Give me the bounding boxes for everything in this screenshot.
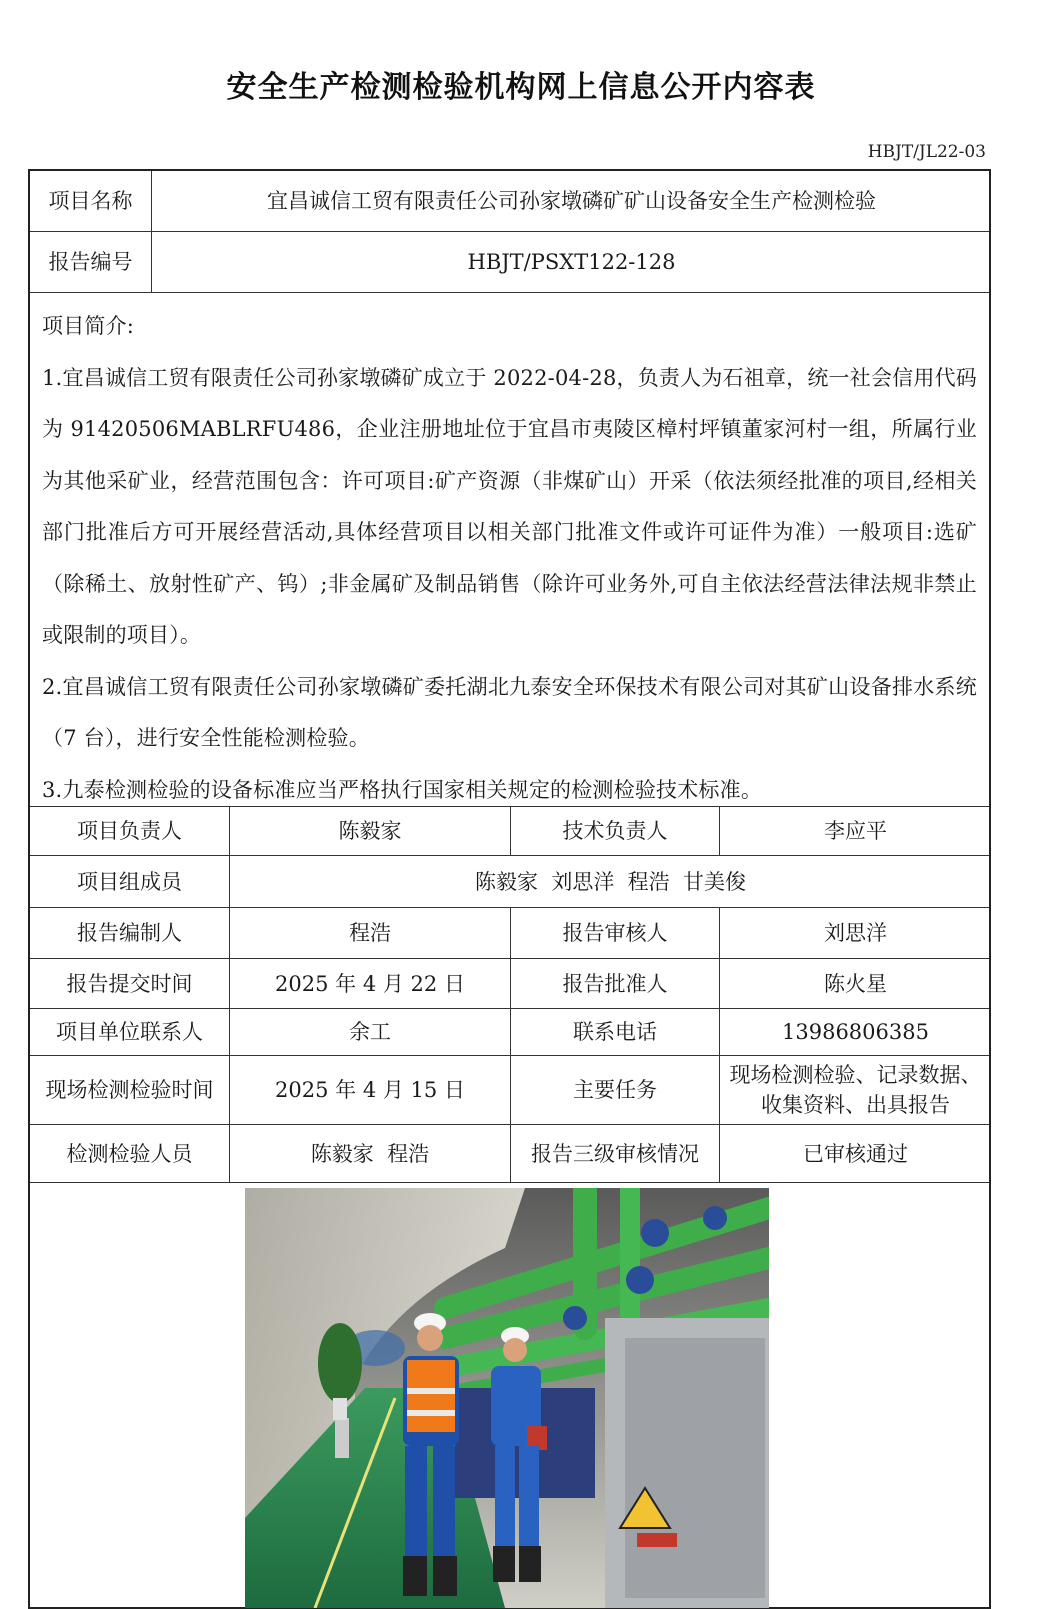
inspectors-value: 陈毅家 程浩	[230, 1125, 511, 1182]
reviewer-label: 报告审核人	[511, 908, 720, 958]
site-time-value: 2025 年 4 月 15 日	[230, 1056, 511, 1124]
contact-label: 项目单位联系人	[30, 1009, 230, 1055]
tech-lead-label: 技术负责人	[511, 807, 720, 855]
task-label: 主要任务	[511, 1056, 720, 1124]
review-label: 报告三级审核情况	[511, 1125, 720, 1182]
project-name-value: 宜昌诚信工贸有限责任公司孙家墩磷矿矿山设备安全生产检测检验	[267, 189, 876, 213]
info-table	[28, 169, 991, 1609]
tech-lead-value: 李应平	[824, 819, 887, 843]
submit-row	[30, 959, 989, 1009]
project-name-row	[30, 171, 989, 232]
phone-value: 13986806385	[782, 1020, 929, 1044]
site-photo-illustration	[245, 1188, 769, 1608]
site-photo	[245, 1188, 769, 1608]
author-label: 报告编制人	[30, 908, 230, 958]
inspectors-label: 检测检验人员	[30, 1125, 230, 1182]
report-number-value: HBJT/PSXT122-128	[467, 250, 676, 274]
project-lead-value: 陈毅家	[230, 807, 511, 855]
site-time-row	[30, 1056, 989, 1125]
project-name-label: 项目名称	[30, 171, 152, 231]
intro-paragraph-2: 2.宜昌诚信工贸有限责任公司孙家墩磷矿委托湖北九泰安全环保技术有限公司对其矿山设备排水系统（7 台），进行安全性能检测检验。	[42, 674, 977, 750]
project-lead-label: 项目负责人	[30, 807, 230, 855]
contact-value: 余工	[230, 1009, 511, 1055]
submit-time-label: 报告提交时间	[30, 959, 230, 1008]
site-time-label: 现场检测检验时间	[30, 1056, 230, 1124]
intro-paragraph-1: 1.宜昌诚信工贸有限责任公司孙家墩磷矿成立于 2022-04-28，负责人为石祖章，统一社会信用代码为 91420506MABLRFU486，企业注册地址位于宜昌市夷陵区樟村坪镇董家河村一组，所属行业为其他采矿业，经营范围包含：许可项目:矿产资源（非煤矿山）开采（依法须经批准的项目,经相关部门批准后方可开展经营活动,具体经营项目以相关部门批准文件或许可证件为准）一般项目:选矿（除稀土、放射性矿产、钨）;非金属矿及制品销售（除许可业务外,可自主依法经营法律法规非禁止或限制的项目）。	[42, 365, 977, 647]
project-intro	[30, 293, 989, 807]
page-title: 安全生产检测检验机构网上信息公开内容表	[226, 70, 816, 105]
intro-paragraph-3: 3.九泰检测检验的设备标准应当严格执行国家相关规定的检测检验技术标准。	[42, 777, 763, 802]
author-row	[30, 908, 989, 959]
document-number: HBJT/JL22-03	[867, 142, 986, 162]
author-value: 程浩	[230, 908, 511, 958]
inspectors-row	[30, 1125, 989, 1183]
members-value: 陈毅家 刘思洋 程浩 甘美俊	[474, 869, 747, 894]
lead-row	[30, 807, 989, 856]
reviewer-value: 刘思洋	[824, 921, 887, 945]
submit-time-value: 2025 年 4 月 22 日	[230, 959, 511, 1008]
approver-value: 陈火星	[824, 971, 887, 996]
members-label: 项目组成员	[30, 856, 230, 907]
intro-heading: 项目简介:	[42, 314, 135, 338]
task-value: 现场检测检验、记录数据、收集资料、出具报告	[729, 1063, 982, 1117]
approver-label: 报告批准人	[511, 959, 720, 1008]
contact-row	[30, 1009, 989, 1056]
report-number-row	[30, 232, 989, 293]
members-row	[30, 856, 989, 908]
report-number-label: 报告编号	[30, 232, 152, 292]
review-value: 已审核通过	[803, 1141, 908, 1166]
phone-label: 联系电话	[511, 1009, 720, 1055]
